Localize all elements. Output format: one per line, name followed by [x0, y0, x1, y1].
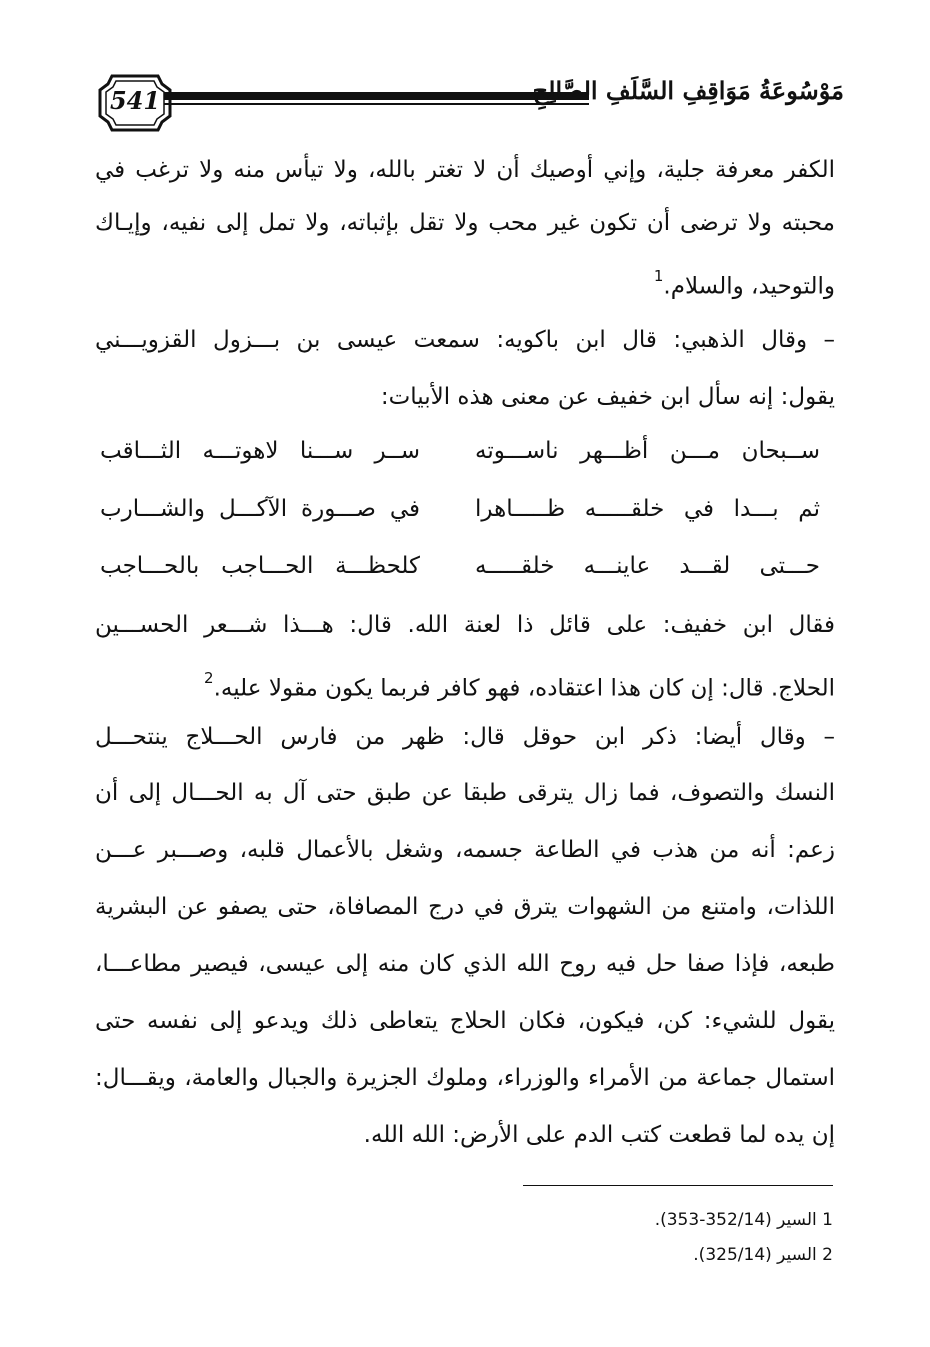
text-line: فقال ابن خفيف: على قائل ذا لعنة الله. قال: هـــذا شـــعر الحســـين [95, 612, 835, 638]
text-line: الكفر معرفة جلية، وإني أوصيك أن لا تغتر بالله، ولا تيأس منه ولا ترغب في [95, 157, 835, 183]
verse-first-hemistich: ســبحان مـــن أظـــهر ناســـوته [475, 438, 820, 464]
footnote [433, 1206, 833, 1234]
text-line: طبعه، فإذا صفا حل فيه روح الله الذي كان منه إلى عيسى، فيصير مطاعـــا، [95, 951, 835, 977]
text-line: زعم: أنه من هذب في الطاعة جسمه، وشغل بالأعمال قلبه، وصـــبر عـــن [95, 837, 835, 863]
verse-second-hemistich: كلحظـــة الحـــاجب بالحـــاجب [100, 553, 420, 579]
verse-first-hemistich: ثم بـــدا في خلقـــــه ظـــــاهرا [475, 496, 820, 522]
verse-line [100, 541, 820, 591]
footnote-text: السير (352/14-353). [654, 1210, 817, 1230]
footnote-text: السير (325/14). [693, 1245, 817, 1265]
text-line: اللذات، وامتنع من الشهوات يترق في درج المصافاة، حتى يصفو عن البشرية [95, 894, 835, 920]
verse-first-hemistich: حـــتى لقـــد عاينـــه خلقـــــه [475, 553, 820, 579]
verse-second-hemistich: ســر ســـنا لاهوتـــه الثـــاقب [100, 438, 420, 464]
footnote-number: 2 [822, 1245, 833, 1265]
text-line: – وقال الذهبي: قال ابن باكويه: سمعت عيسى بن بـــزول القزويـــني [95, 327, 835, 353]
verse-line [100, 484, 820, 534]
verse-line [100, 426, 820, 476]
footnote-number: 1 [822, 1210, 833, 1230]
footnote-mark: 2 [204, 669, 214, 687]
text-line: استمال جماعة من الأمراء والوزراء، وملوك الجزيرة والجبال والعامة، ويقـــال: [95, 1065, 835, 1091]
text-line: – وقال أيضا: ذكر ابن حوقل قال: ظهر من فارس الحـــلاج ينتحـــل [95, 724, 835, 750]
text-line: الحلاج. قال: إن كان هذا اعتقاده، فهو كافر فربما يكون مقولا عليه.$^2$ [204, 669, 835, 702]
text-line: محبته ولا ترضى أن تكون غير محب ولا تقل بإثباته، ولا تمل إلى نفيه، وإيـاك [95, 210, 835, 236]
page-number-badge [98, 72, 172, 134]
footnote [433, 1241, 833, 1269]
footnote-separator [523, 1185, 833, 1186]
footnote-mark: 1 [653, 267, 664, 285]
text-line: النسك والتصوف، فما زال يترقى طبقا عن طبق حتى آل به الحـــال إلى أن [95, 780, 835, 806]
book-title: مَوْسُوعَةُ مَوَاقِفِ السَّلَفِ الصَّالِحِ [532, 76, 844, 105]
verse-second-hemistich: في صـــورة الآكـــل والشـــارب [100, 496, 420, 522]
page-number: 541 [109, 86, 161, 115]
text-line: يقول للشيء: كن، فيكون، فكان الحلاج يتعاطى ذلك ويدعو إلى نفسه حتى [95, 1008, 835, 1034]
header-rule [164, 92, 589, 107]
text-line: يقول: إنه سأل ابن خفيف عن معنى هذه الأبيات: [380, 384, 835, 410]
text-line: إن يده لما قطعت كتب الدم على الأرض: الله الله. [363, 1122, 835, 1148]
text-line: والتوحيد، والسلام.$^1$ [653, 267, 835, 300]
page-header [92, 68, 844, 138]
